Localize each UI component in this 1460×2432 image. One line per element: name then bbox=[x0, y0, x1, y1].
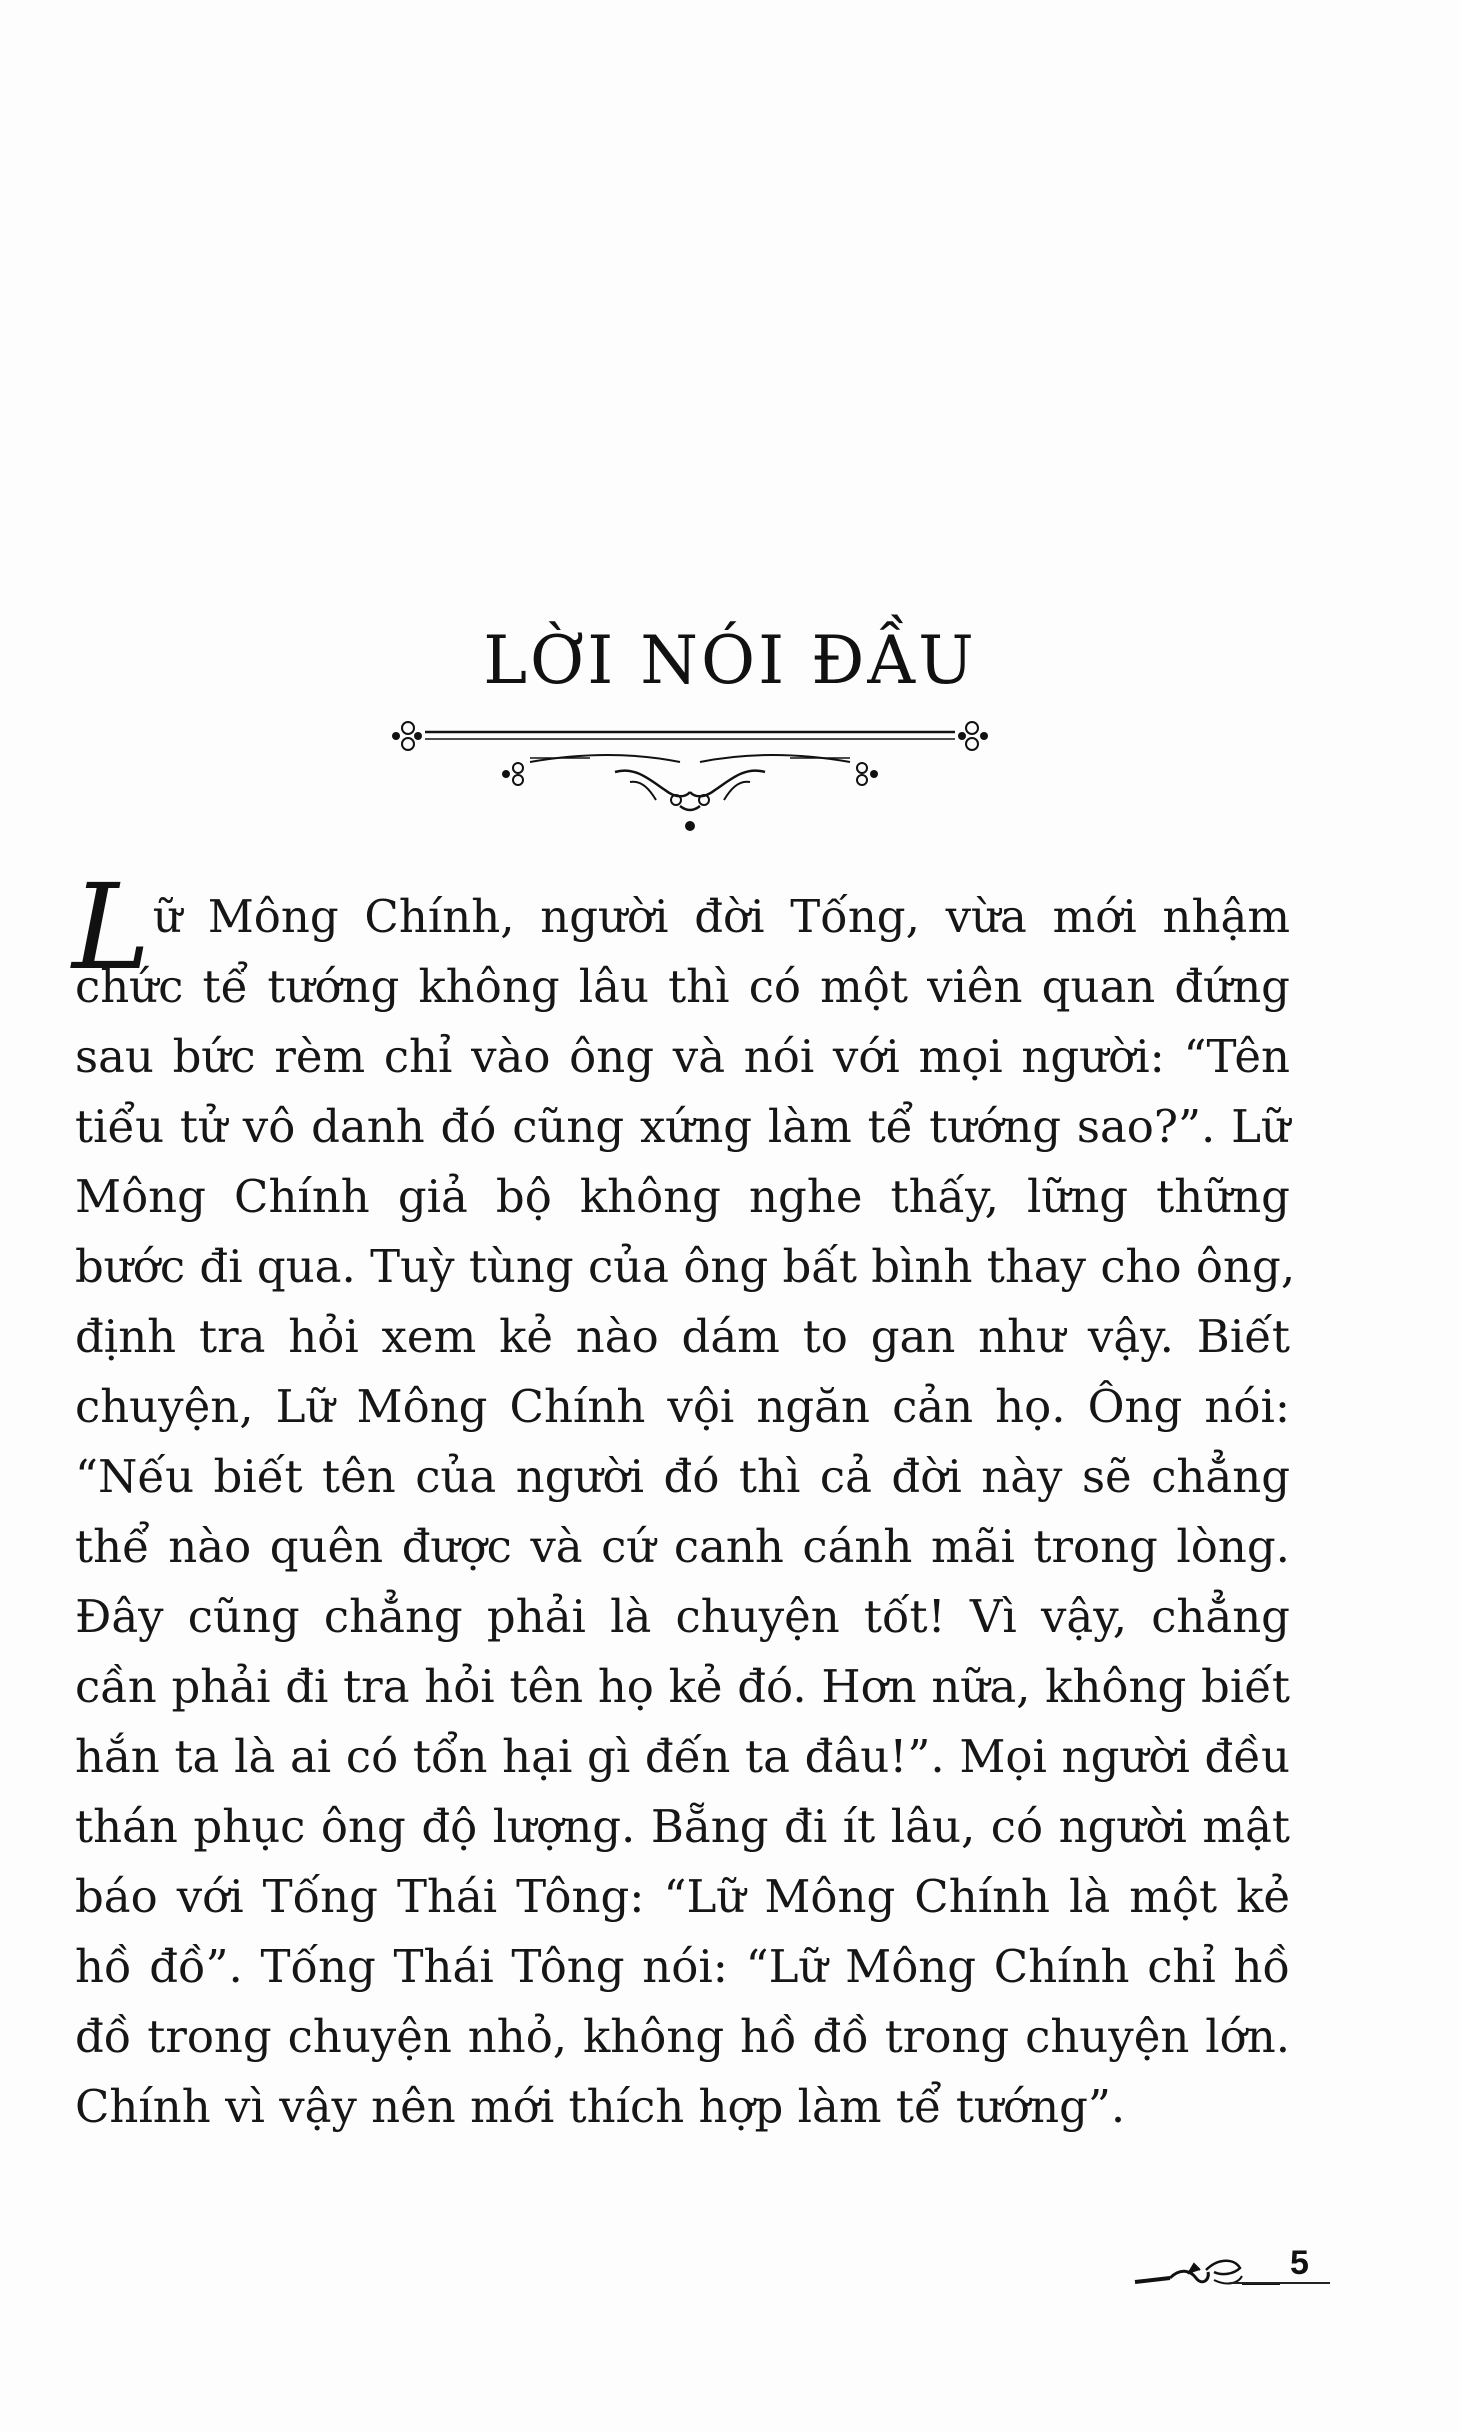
text-line: Chính vì vậy nên mới thích hợp làm tể tướng”. bbox=[75, 2080, 1126, 2133]
text-line: Đây cũng chẳng phải là chuyện tốt! Vì vậy, chẳng bbox=[75, 1590, 1290, 1643]
text-line: cần phải đi tra hỏi tên họ kẻ đó. Hơn nữa, không biết bbox=[75, 1660, 1290, 1713]
text-line: báo với Tống Thái Tông: “Lữ Mông Chính là một kẻ bbox=[75, 1870, 1290, 1923]
text-line: chức tể tướng không lâu thì có một viên quan đứng bbox=[75, 960, 1290, 1013]
text-line: hắn ta là ai có tổn hại gì đến ta đâu!”. Mọi người đều bbox=[75, 1730, 1290, 1783]
drop-cap: L bbox=[72, 858, 151, 996]
footer-rule bbox=[1230, 2282, 1330, 2284]
text-line: đồ trong chuyện nhỏ, không hồ đồ trong chuyện lớn. bbox=[75, 2010, 1290, 2063]
text-line: hồ đồ”. Tống Thái Tông nói: “Lữ Mông Chính chỉ hồ bbox=[75, 1940, 1290, 1993]
chapter-title: LỜI NÓI ĐẦU bbox=[483, 622, 977, 699]
text-line: thán phục ông độ lượng. Bẵng đi ít lâu, có người mật bbox=[75, 1800, 1290, 1853]
title-ornament-icon bbox=[380, 710, 1000, 840]
text-line: bước đi qua. Tuỳ tùng của ông bất bình thay cho ông, bbox=[75, 1240, 1296, 1293]
text-line: Mông Chính giả bộ không nghe thấy, lững thững bbox=[75, 1170, 1290, 1223]
text-line: tiểu tử vô danh đó cũng xứng làm tể tướng sao?”. Lữ bbox=[75, 1100, 1290, 1153]
text-line: thể nào quên được và cứ canh cánh mãi trong lòng. bbox=[75, 1520, 1290, 1573]
text-line: sau bức rèm chỉ vào ông và nói với mọi người: “Tên bbox=[75, 1030, 1290, 1083]
text-line: ữ Mông Chính, người đời Tống, vừa mới nhậm bbox=[153, 890, 1290, 943]
body-paragraph bbox=[75, 882, 1296, 2142]
text-line: chuyện, Lữ Mông Chính vội ngăn cản họ. Ông nói: bbox=[75, 1380, 1290, 1433]
text-line: định tra hỏi xem kẻ nào dám to gan như vậy. Biết bbox=[75, 1310, 1290, 1363]
text-line: “Nếu biết tên của người đó thì cả đời này sẽ chẳng bbox=[75, 1450, 1290, 1503]
page-number: 5 bbox=[1290, 2244, 1309, 2282]
